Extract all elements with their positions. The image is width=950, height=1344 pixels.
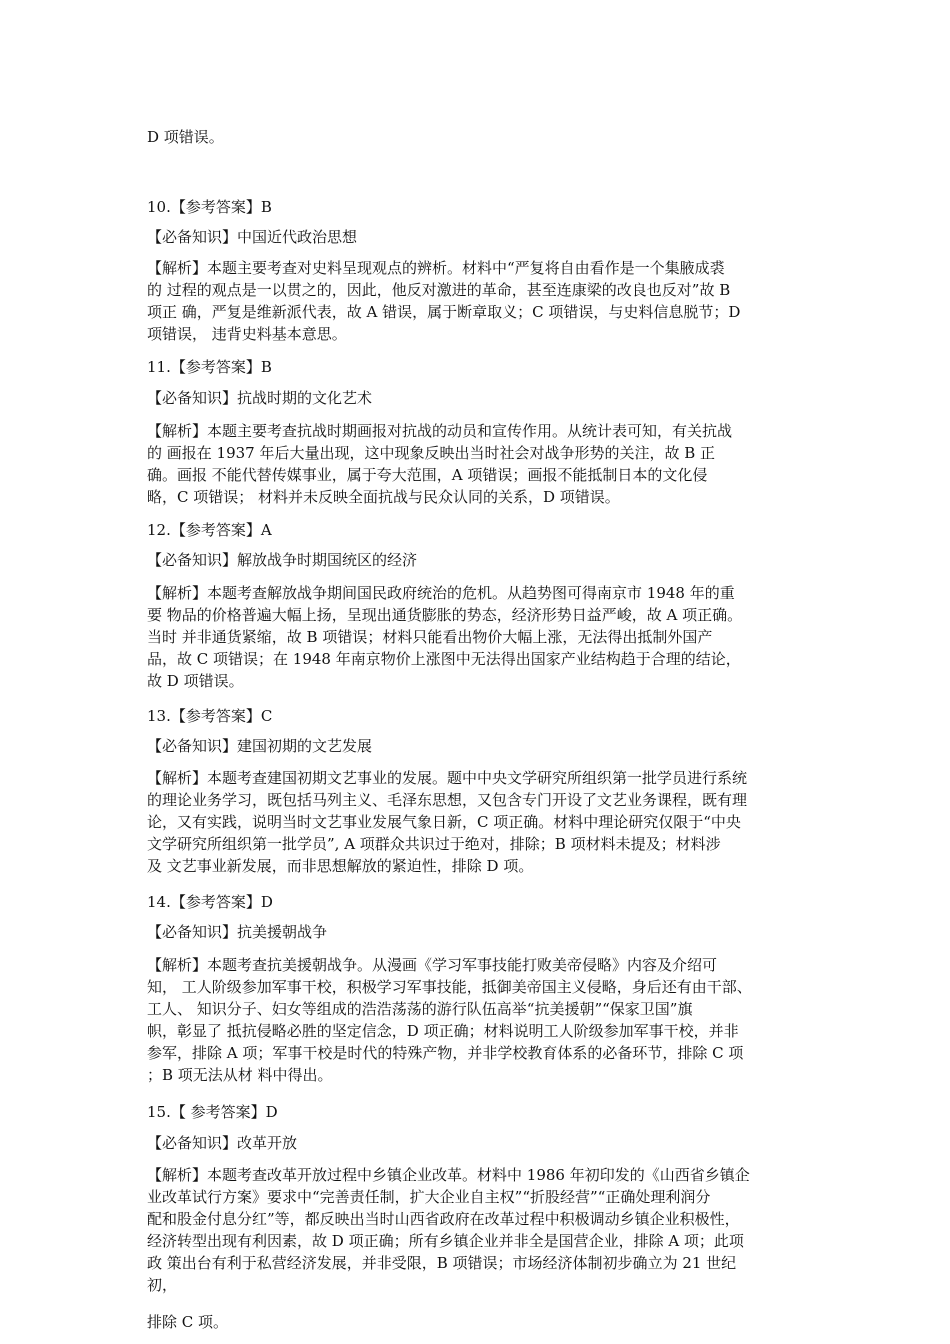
- analysis-line: 政 策出台有利于私营经济发展，并非受限，B 项错误；市场经济体制初步确立为 21 世纪: [147, 1254, 737, 1272]
- analysis-line: 项错误， 违背史料基本意思。: [147, 325, 347, 343]
- analysis-line: 帜，彰显了 抵抗侵略必胜的坚定信念，D 项正确；材料说明工人阶级参加军事干校，并非: [147, 1022, 739, 1040]
- answer-11: 11.【参考答案】B: [147, 358, 272, 376]
- answer-12: 12.【参考答案】A: [147, 521, 272, 539]
- analysis-line: 及 文艺事业新发展，而非思想解放的紧迫性，排除 D 项。: [147, 857, 534, 875]
- analysis-line: 的 过程的观点是一以贯之的，因此，他反对激进的革命，甚至连康梁的改良也反对”故 B: [147, 281, 731, 299]
- analysis-line: 要 物品的价格普遍大幅上扬，呈现出通货膨胀的势态，经济形势日益严峻，故 A 项正确。: [147, 606, 743, 624]
- answer-15: 15.【 参考答案】D: [147, 1103, 278, 1121]
- knowledge-15: 【必备知识】改革开放: [147, 1134, 298, 1152]
- analysis-10: [147, 257, 817, 345]
- analysis-13: [147, 767, 817, 877]
- analysis-11: [147, 420, 817, 508]
- analysis-line: 略，C 项错误； 材料并未反映全面抗战与民众认同的关系，D 项错误。: [147, 488, 620, 506]
- analysis-line: 【解析】本题主要考查抗战时期画报对抗战的动员和宣传作用。从统计表可知，有关抗战: [147, 422, 733, 440]
- analysis-line: 工人、 知识分子、妇女等组成的浩浩荡荡的游行队伍高举“抗美援朝”“保家卫国”旗: [147, 1000, 693, 1018]
- analysis-14: [147, 954, 817, 1086]
- analysis-line: 参军，排除 A 项；军事干校是时代的特殊产物，并非学校教育体系的必备环节，排除 C 项: [147, 1044, 744, 1062]
- analysis-line: 【解析】本题考查解放战争期间国民政府统治的危机。从趋势图可得南京市 1948 年的重: [147, 584, 735, 602]
- knowledge-13: 【必备知识】建国初期的文艺发展: [147, 737, 373, 755]
- analysis-line: 当时 并非通货紧缩，故 B 项错误；材料只能看出物价大幅上涨，无法得出抵制外国产: [147, 628, 713, 646]
- analysis-line: 配和股金付息分红”等，都反映出当时山西省政府在改革过程中积极调动乡镇企业积极性，: [147, 1210, 740, 1228]
- analysis-line: 【解析】本题考查抗美援朝战争。从漫画《学习军事技能打败美帝侵略》内容及介绍可: [147, 956, 718, 974]
- analysis-line: 文学研究所组织第一批学员”, A 项群众共识过于绝对，排除；B 项材料未提及；材料涉: [147, 835, 721, 853]
- tail-fragment: 排除 C 项。: [147, 1313, 229, 1331]
- analysis-line: 经济转型出现有利因素，故 D 项正确；所有乡镇企业并非全是国营企业，排除 A 项；此项: [147, 1232, 744, 1250]
- analysis-line: 故 D 项错误。: [147, 672, 244, 690]
- analysis-line: 初，: [147, 1276, 178, 1294]
- analysis-line: 知， 工人阶级参加军事干校，积极学习军事技能，抵御美帝国主义侵略，身后还有由干部、: [147, 978, 752, 996]
- knowledge-14: 【必备知识】抗美援朝战争: [147, 923, 328, 941]
- analysis-line: 的理论业务学习，既包括马列主义、毛泽东思想，又包含专门开设了文艺业务课程，既有理: [147, 791, 748, 809]
- answer-13: 13.【参考答案】C: [147, 707, 273, 725]
- analysis-line: 论，又有实践，说明当时文艺事业发展气象日新，C 项正确。材料中理论研究仅限于“中央: [147, 813, 741, 831]
- analysis-line: 的 画报在 1937 年后大量出现，这中现象反映出当时社会对战争形势的关注，故 B 正: [147, 444, 716, 462]
- knowledge-11: 【必备知识】抗战时期的文化艺术: [147, 389, 373, 407]
- analysis-line: 【解析】本题考查改革开放过程中乡镇企业改革。材料中 1986 年初印发的《山西省乡镇企: [147, 1166, 750, 1184]
- analysis-15: [147, 1164, 817, 1296]
- analysis-line: 【解析】本题考查建国初期文艺事业的发展。题中中央文学研究所组织第一批学员进行系统: [147, 769, 748, 787]
- answer-14: 14.【参考答案】D: [147, 893, 273, 911]
- analysis-line: 品，故 C 项错误；在 1948 年南京物价上涨图中无法得出国家产业结构趋于合理的结论，: [147, 650, 741, 668]
- analysis-line: ；B 项无法从材 料中得出。: [147, 1066, 333, 1084]
- knowledge-10: 【必备知识】中国近代政治思想: [147, 228, 358, 246]
- analysis-line: 确。画报 不能代替传媒事业，属于夸大范围，A 项错误；画报不能抵制日本的文化侵: [147, 466, 708, 484]
- answer-10: 10.【参考答案】B: [147, 198, 272, 216]
- analysis-line: 项正 确，严复是维新派代表，故 A 错误，属于断章取义；C 项错误，与史料信息脱节；D: [147, 303, 741, 321]
- top-fragment: D 项错误。: [147, 128, 224, 146]
- analysis-line: 【解析】本题主要考查对史料呈现观点的辨析。材料中“严复将自由看作是一个集腋成裘: [147, 259, 725, 277]
- analysis-line: 业改革试行方案》要求中“完善责任制，扩大企业自主权”“折股经营”“正确处理利润分: [147, 1188, 711, 1206]
- analysis-12: [147, 582, 817, 692]
- knowledge-12: 【必备知识】解放战争时期国统区的经济: [147, 551, 418, 569]
